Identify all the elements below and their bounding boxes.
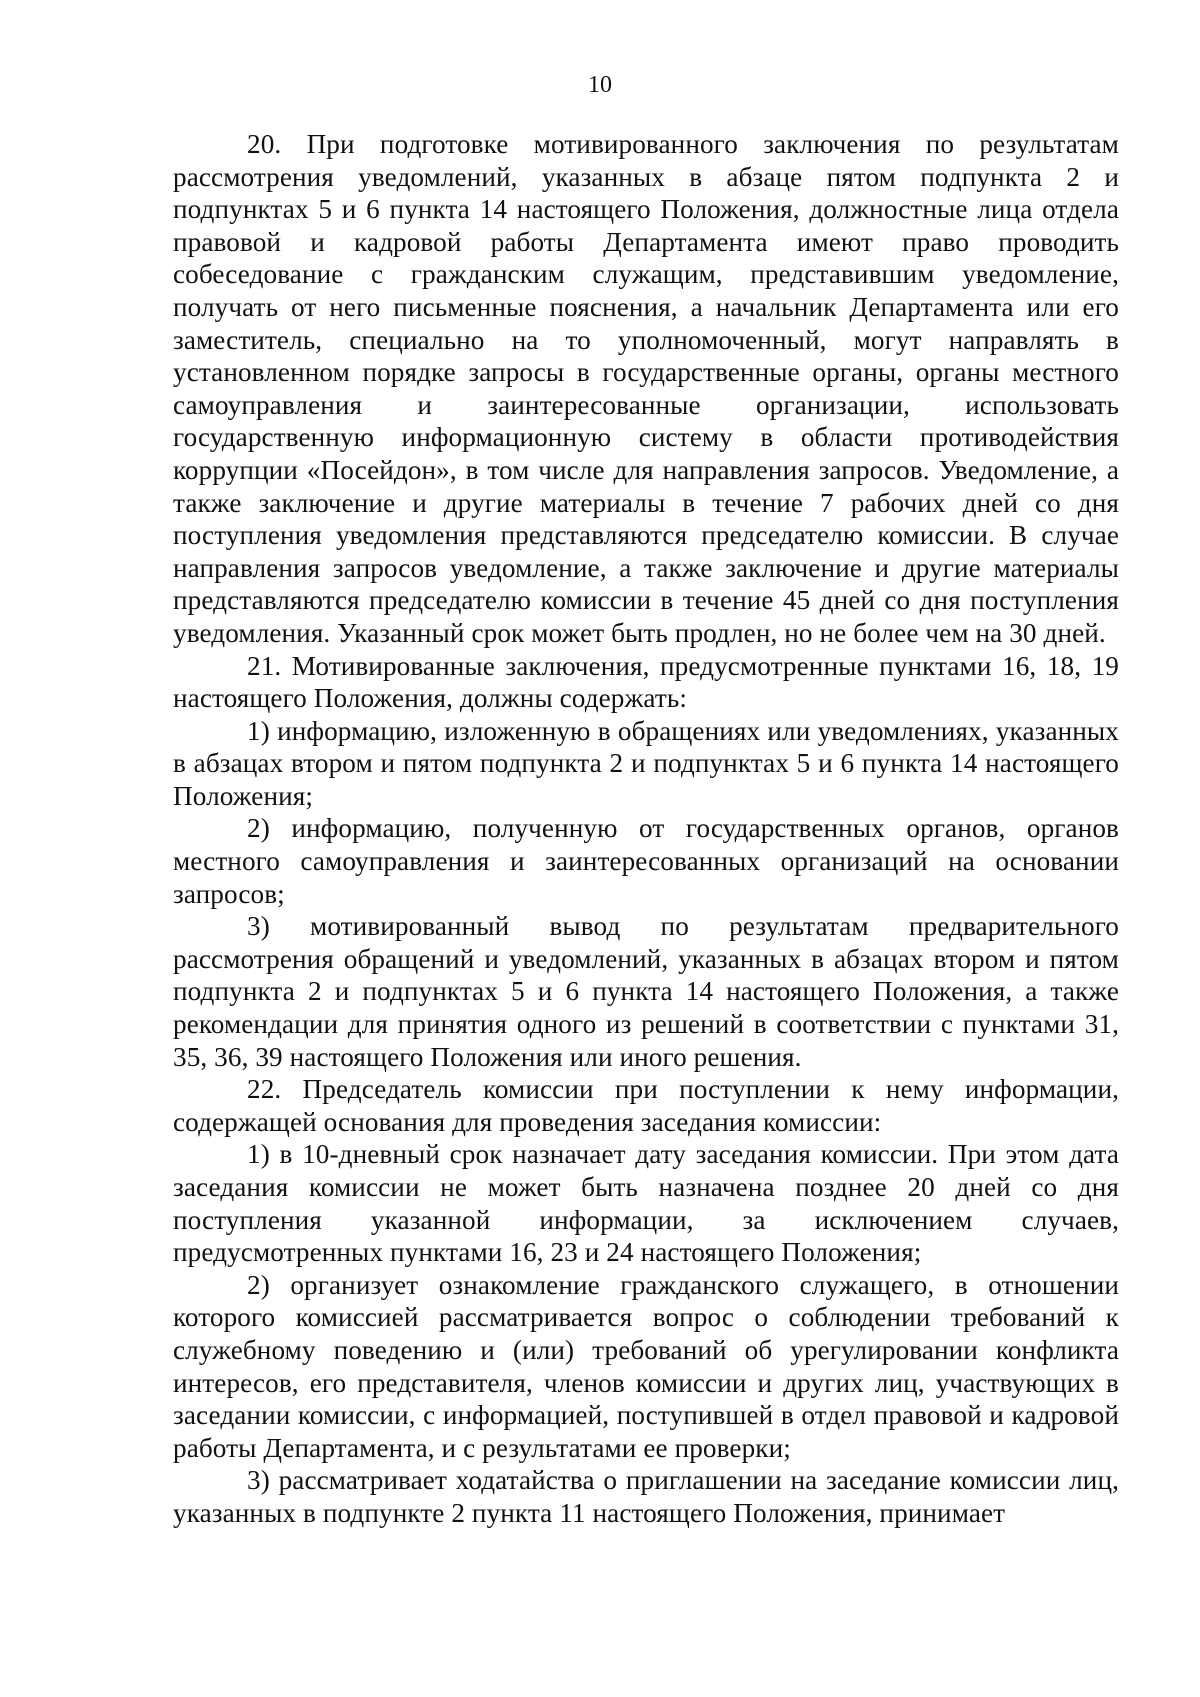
paragraph-21-item-2: 2) информацию, полученную от государственных органов, органов местного самоуправления и заинтересованных организаций на основании запросов; <box>173 813 1119 909</box>
paragraph-21-item-3: 3) мотивированный вывод по результатам предварительного рассмотрения обращений и уведомлений, указанных в абзацах втором и пятом подпункта 2 и подпунктах 5 и 6 пункта 14 настоящего Положения, а также рекомендации для принятия одного из решений в соответствии с пунктами 31, 35, 36, 39 настоящего Положения или иного решения. <box>173 911 1119 1072</box>
paragraph-22: 22. Председатель комиссии при поступлении к нему информации, содержащей основания для проведения заседания комиссии: <box>173 1074 1119 1137</box>
document-body <box>173 128 1119 1530</box>
paragraph-20: 20. При подготовке мотивированного заключения по результатам рассмотрения уведомлений, указанных в абзаце пятом подпункта 2 и подпунктах 5 и 6 пункта 14 настоящего Положения, должностные лица отдела правовой и кадровой работы Департамента имеют право проводить собеседование с гражданским служащим, представившим уведомление, получать от него письменные пояснения, а начальник Департамента или его заместитель, специально на то уполномоченный, могут направлять в установленном порядке запросы в государственные органы, органы местного самоуправления и заинтересованные организации, использовать государственную информационную систему в области противодействия коррупции «Посейдон», в том числе для направления запросов. Уведомление, а также заключение и другие материалы в течение 7 рабочих дней со дня поступления уведомления представляются председателю комиссии. В случае направления запросов уведомление, а также заключение и другие материалы представляются председателю комиссии в течение 45 дней со дня поступления уведомления. Указанный срок может быть продлен, но не более чем на 30 дней. <box>173 129 1119 648</box>
paragraph-22-item-3: 3) рассматривает ходатайства о приглашении на заседание комиссии лиц, указанных в подпункте 2 пункта 11 настоящего Положения, принимает <box>173 1465 1119 1528</box>
paragraph-21: 21. Мотивированные заключения, предусмотренные пунктами 16, 18, 19 настоящего Положения, должны содержать: <box>173 650 1119 714</box>
paragraph-21-item-1: 1) информацию, изложенную в обращениях или уведомлениях, указанных в абзацах втором и пятом подпункта 2 и подпунктах 5 и 6 пункта 14 настоящего Положения; <box>173 715 1119 811</box>
paragraph-22-item-2: 2) организует ознакомление гражданского служащего, в отношении которого комиссией рассматривается вопрос о соблюдении требований к служебному поведению и (или) требований об урегулировании конфликта интересов, его представителя, членов комиссии и других лиц, участвующих в заседании комиссии, с информацией, поступившей в отдел правовой и кадровой работы Департамента, и с результатами ее проверки; <box>173 1269 1119 1463</box>
paragraph-22-item-1: 1) в 10-дневный срок назначает дату заседания комиссии. При этом дата заседания комиссии не может быть назначена позднее 20 дней со дня поступления указанной информации, за исключением случаев, предусмотренных пунктами 16, 23 и 24 настоящего Положения; <box>173 1139 1119 1268</box>
page-number: 10 <box>588 72 612 98</box>
